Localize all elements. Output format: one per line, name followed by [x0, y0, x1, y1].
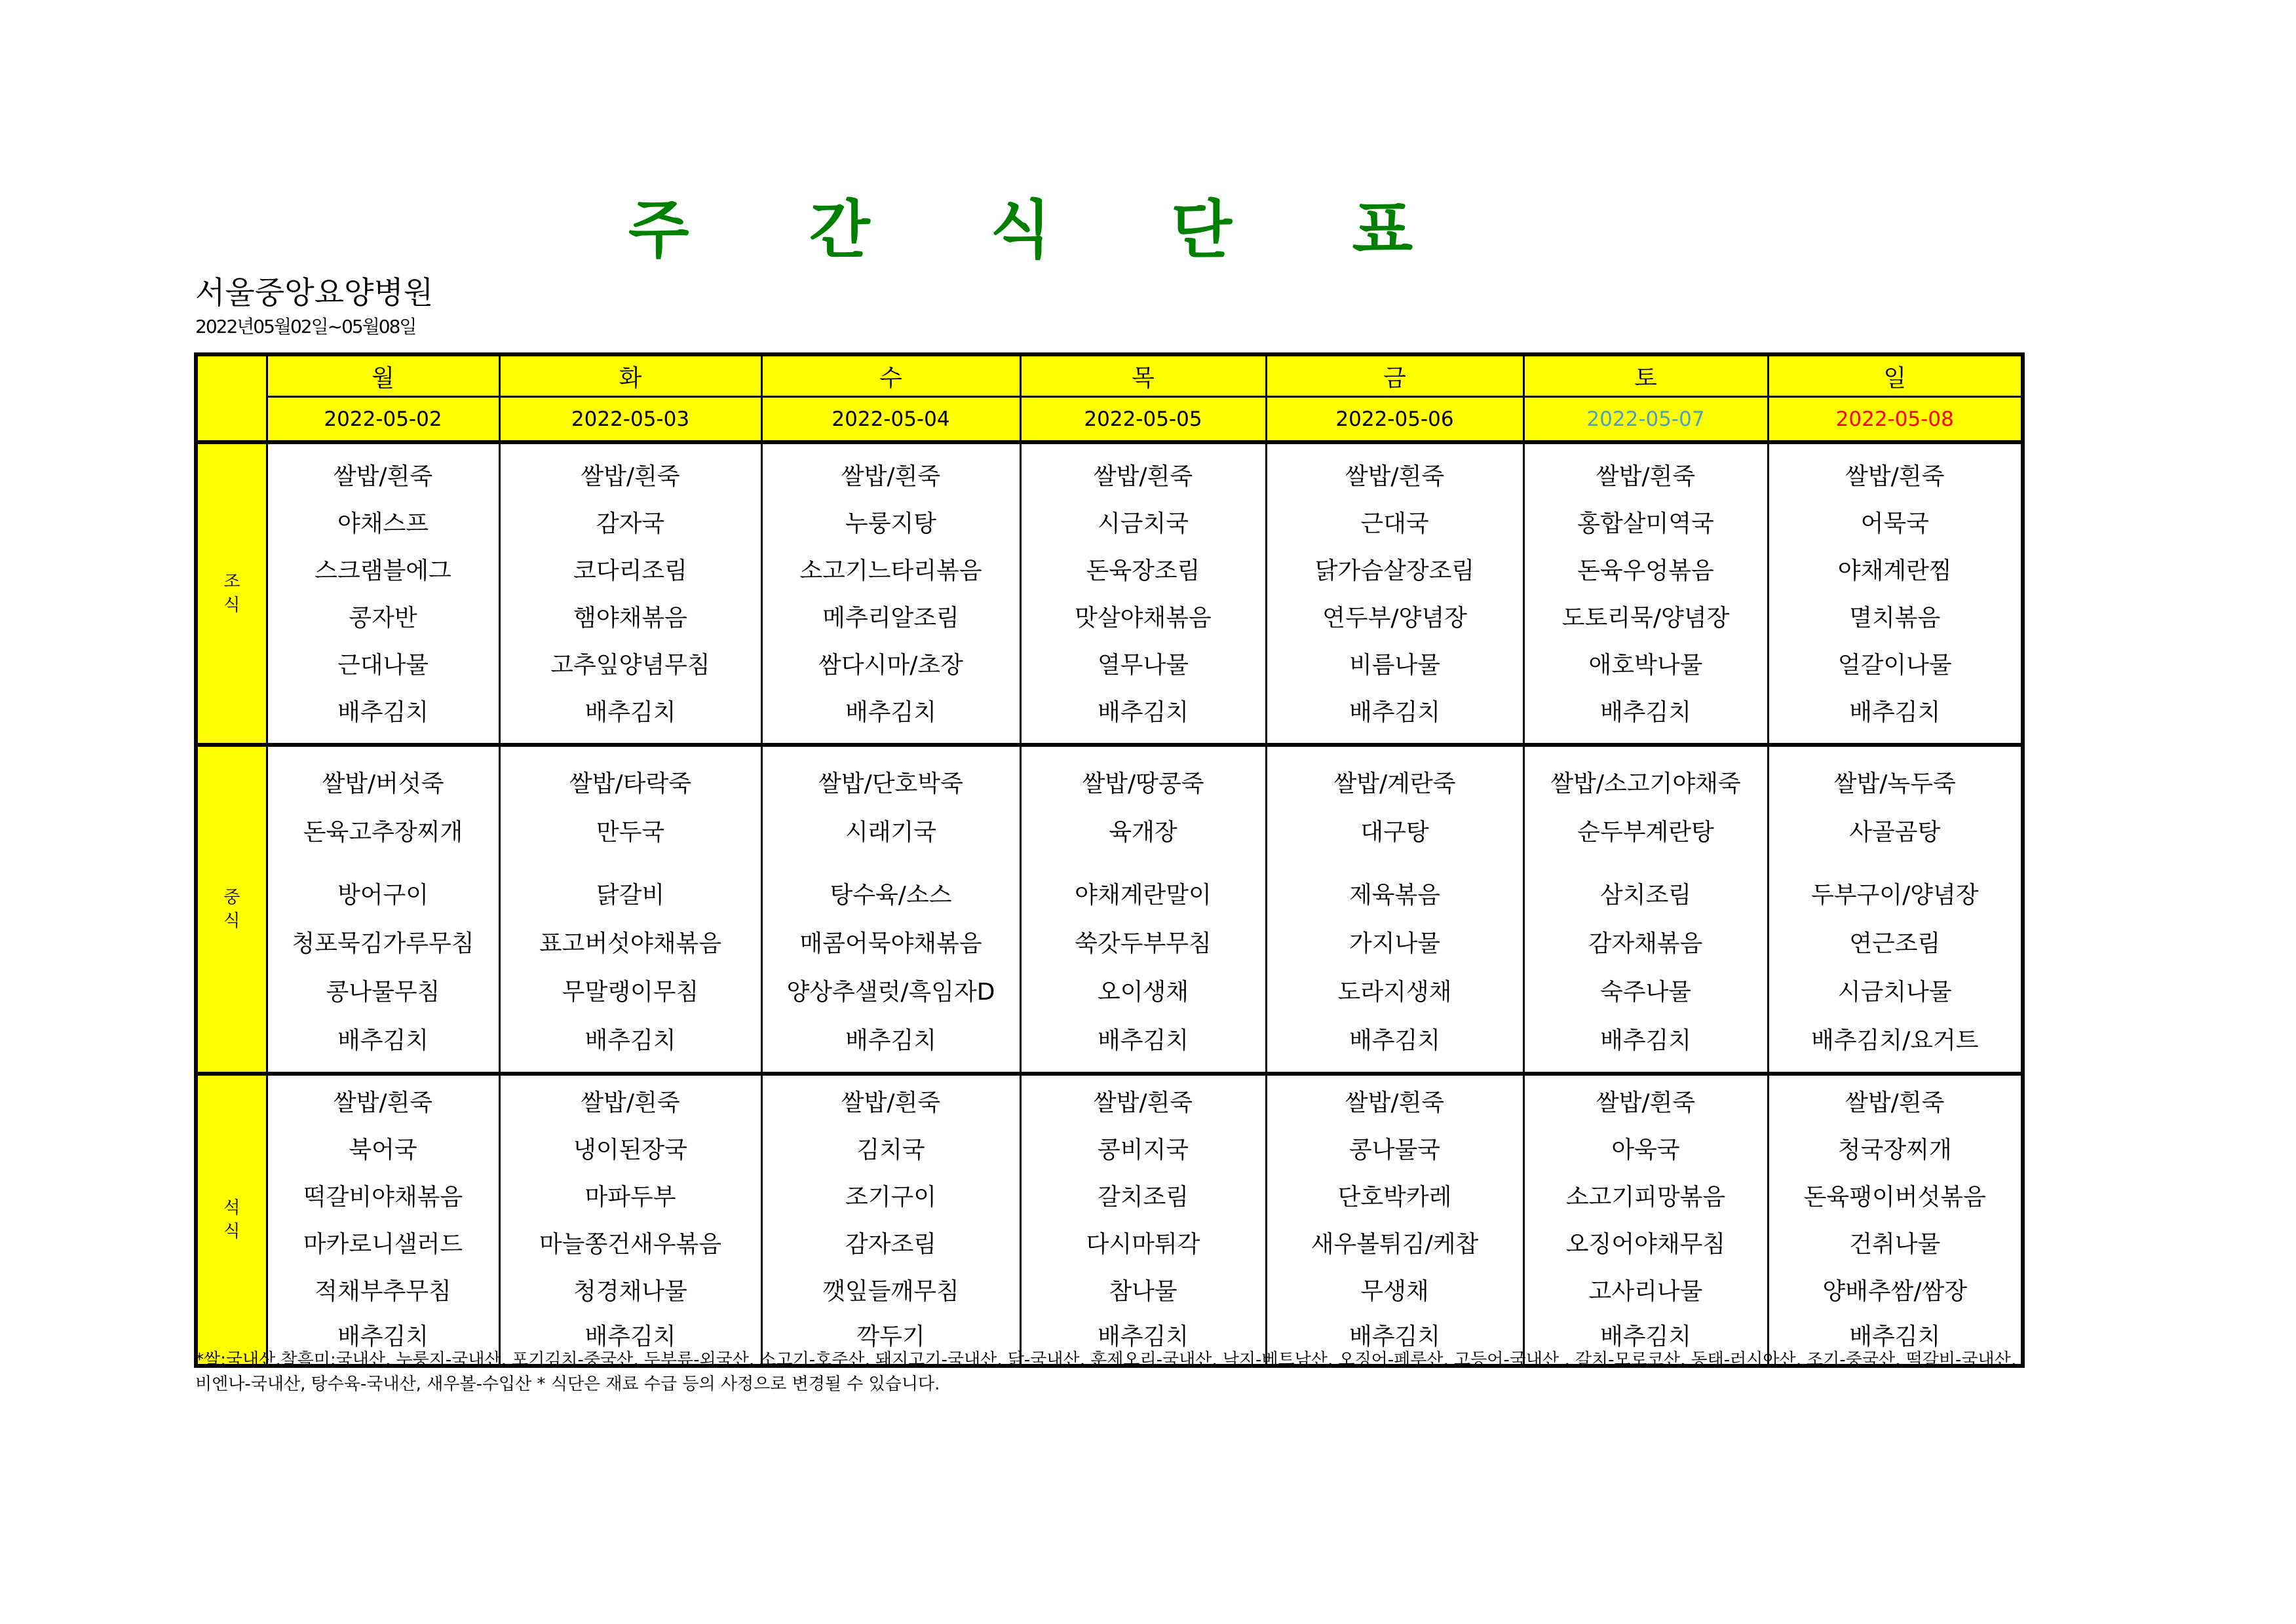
- menu-cell: [1768, 442, 2023, 745]
- menu-item: 코다리조림: [573, 557, 687, 584]
- menu-item: 배추김치: [584, 699, 676, 726]
- menu-item: 쌀밥/흰죽: [1845, 1089, 1945, 1116]
- menu-item: 시금치국: [1097, 510, 1189, 537]
- menu-cell: [761, 1074, 1020, 1366]
- menu-item: 야채계란찜: [1837, 557, 1952, 584]
- menu-item: 메추리알조림: [822, 605, 959, 632]
- meal-label-char: 중: [223, 888, 240, 907]
- menu-item: 야채스프: [337, 510, 429, 537]
- menu-item: 배추김치: [337, 699, 429, 726]
- menu-item: 배추김치: [1349, 1027, 1441, 1054]
- meal-row: [196, 442, 2023, 745]
- menu-item: 도라지생채: [1337, 979, 1452, 1006]
- menu-item: 배추김치: [845, 699, 937, 726]
- meal-label: [196, 1074, 267, 1366]
- menu-item: 쌀밥/버섯죽: [322, 770, 444, 797]
- menu-item: 육개장: [1109, 819, 1177, 846]
- menu-item: 시래기국: [845, 819, 937, 846]
- menu-item: 숙주나물: [1599, 979, 1692, 1006]
- menu-item: 적채부추무침: [315, 1278, 451, 1305]
- menu-item: 쑥갓두부무침: [1075, 930, 1212, 957]
- menu-item: 배추김치: [1349, 1323, 1441, 1350]
- menu-item: 고추잎양념무침: [550, 652, 710, 679]
- menu-item: 삼치조림: [1599, 882, 1692, 909]
- menu-item: 순두부계란탕: [1577, 819, 1714, 846]
- menu-item: 쌀밥/흰죽: [1845, 463, 1945, 490]
- menu-item: 오징어야채무침: [1565, 1231, 1726, 1258]
- menu-cell: [267, 442, 499, 745]
- menu-item: 홍합살미역국: [1577, 510, 1714, 537]
- day-header: 월: [267, 354, 499, 397]
- menu-item: 쌀밥/계란죽: [1333, 770, 1456, 797]
- menu-cell: [1523, 1074, 1768, 1366]
- menu-item: 만두국: [596, 819, 665, 846]
- menu-item: 배추김치: [584, 1027, 676, 1054]
- menu-item: 마카로니샐러드: [303, 1231, 463, 1258]
- menu-item: 표고버섯야채볶음: [539, 930, 722, 957]
- menu-item: 햄야채볶음: [573, 605, 687, 632]
- menu-item: 대구탕: [1360, 819, 1429, 846]
- menu-cell: [1266, 442, 1523, 745]
- menu-item: 제육볶음: [1349, 882, 1441, 909]
- meal-row: [196, 1074, 2023, 1366]
- menu-item: 배추김치: [1097, 1027, 1189, 1054]
- menu-item: 배추김치: [1599, 699, 1692, 726]
- menu-cell: [1768, 1074, 2023, 1366]
- day-header: 화: [499, 354, 761, 397]
- menu-item: 콩나물무침: [326, 979, 440, 1006]
- menu-item: 양배추쌈/쌈장: [1822, 1278, 1968, 1305]
- weekly-menu-table: [194, 352, 2025, 1368]
- menu-item: 새우볼튀김/케찹: [1311, 1231, 1479, 1258]
- menu-item: 배추김치: [1097, 699, 1189, 726]
- menu-item: 마늘쫑건새우볶음: [539, 1231, 722, 1258]
- day-header: 일: [1768, 354, 2023, 397]
- menu-item: 시금치나물: [1837, 979, 1952, 1006]
- menu-item: 건취나물: [1849, 1231, 1941, 1258]
- menu-item: 쌀밥/흰죽: [1345, 1089, 1445, 1116]
- menu-item: 소고기느타리볶음: [799, 557, 982, 584]
- menu-item: 맛살야채볶음: [1075, 605, 1212, 632]
- menu-item: 배추김치: [1599, 1027, 1692, 1054]
- menu-item: 비름나물: [1349, 652, 1441, 679]
- menu-item: 배추김치: [1097, 1323, 1189, 1350]
- date-header: 2022-05-02: [267, 397, 499, 443]
- menu-item: 쌀밥/땅콩죽: [1082, 770, 1204, 797]
- meal-label-char: 식: [223, 1222, 240, 1241]
- menu-item: 소고기피망볶음: [1565, 1184, 1726, 1211]
- menu-item: 무생채: [1360, 1278, 1429, 1305]
- menu-cell: [1768, 745, 2023, 1074]
- menu-item: 배추김치: [1599, 1323, 1692, 1350]
- menu-cell: [1266, 1074, 1523, 1366]
- menu-item: 청국장찌개: [1837, 1137, 1952, 1163]
- date-header: 2022-05-07: [1523, 397, 1768, 443]
- menu-item: 쌀밥/흰죽: [841, 463, 941, 490]
- menu-item: 쌀밥/흰죽: [1596, 1089, 1696, 1116]
- menu-item: 김치국: [856, 1137, 925, 1163]
- menu-item: 얼갈이나물: [1837, 652, 1952, 679]
- menu-item: 쌀밥/흰죽: [333, 1089, 433, 1116]
- menu-item: 배추김치: [1349, 699, 1441, 726]
- date-header: 2022-05-06: [1266, 397, 1523, 443]
- meal-row: [196, 745, 2023, 1074]
- date-header: 2022-05-05: [1020, 397, 1266, 443]
- menu-item: 돈육고추장찌개: [303, 819, 463, 846]
- date-header: 2022-05-08: [1768, 397, 2023, 443]
- menu-item: 야채계란말이: [1075, 882, 1212, 909]
- menu-item: 닭갈비: [596, 882, 665, 909]
- menu-item: 돈육우엉볶음: [1577, 557, 1714, 584]
- menu-item: 콩자반: [349, 605, 417, 632]
- menu-item: 쌀밥/흰죽: [1093, 463, 1193, 490]
- menu-item: 배추김치/요거트: [1810, 1027, 1979, 1054]
- menu-cell: [1020, 442, 1266, 745]
- menu-item: 스크램블에그: [315, 557, 451, 584]
- day-header: 목: [1020, 354, 1266, 397]
- menu-item: 감자채볶음: [1588, 930, 1703, 957]
- menu-period: 2022년05월02일~05월08일: [195, 316, 416, 337]
- menu-cell: [1020, 1074, 1266, 1366]
- menu-item: 배추김치: [337, 1027, 429, 1054]
- menu-cell: [499, 442, 761, 745]
- menu-cell: [1266, 745, 1523, 1074]
- menu-cell: [761, 745, 1020, 1074]
- date-header: 2022-05-03: [499, 397, 761, 443]
- menu-item: 쌀밥/흰죽: [333, 463, 433, 490]
- meal-label: [196, 745, 267, 1074]
- menu-item: 오이생채: [1097, 979, 1189, 1006]
- menu-cell: [499, 1074, 761, 1366]
- menu-item: 감자국: [596, 510, 665, 537]
- menu-item: 닭가슴살장조림: [1314, 557, 1475, 584]
- menu-item: 쌀밥/단호박죽: [818, 770, 963, 797]
- menu-item: 배추김치: [1849, 1323, 1941, 1350]
- menu-item: 깍두기: [856, 1323, 925, 1350]
- menu-item: 애호박나물: [1588, 652, 1703, 679]
- menu-item: 단호박카레: [1337, 1184, 1452, 1211]
- hospital-name: 서울중앙요양병원: [195, 275, 434, 311]
- menu-item: 감자조림: [845, 1231, 937, 1258]
- menu-item: 쌀밥/녹두죽: [1833, 770, 1956, 797]
- menu-item: 탕수육/소스: [830, 882, 952, 909]
- menu-item: 양상추샐럿/흑임자D: [786, 979, 995, 1006]
- menu-item: 쌀밥/타락죽: [569, 770, 691, 797]
- menu-cell: [499, 745, 761, 1074]
- menu-cell: [1020, 745, 1266, 1074]
- menu-item: 연두부/양념장: [1322, 605, 1467, 632]
- menu-item: 돈육장조림: [1086, 557, 1200, 584]
- menu-item: 떡갈비야채볶음: [303, 1184, 463, 1211]
- menu-cell: [1523, 745, 1768, 1074]
- menu-item: 쌀밥/흰죽: [1345, 463, 1445, 490]
- menu-item: 쌀밥/흰죽: [841, 1089, 941, 1116]
- menu-item: 근대나물: [337, 652, 429, 679]
- menu-item: 방어구이: [337, 882, 429, 909]
- menu-item: 깻잎들깨무침: [822, 1278, 959, 1305]
- menu-cell: [267, 1074, 499, 1366]
- menu-item: 돈육팽이버섯볶음: [1803, 1184, 1986, 1211]
- meal-label-char: 식: [223, 595, 240, 615]
- menu-item: 조기구이: [845, 1184, 937, 1211]
- menu-cell: [761, 442, 1020, 745]
- origin-note: *쌀:국내산,찰흑미:국내산, 누룽지-국내산, 포기김치-중국산, 두부류-외국산, 소고기-호주산, 돼지고기-국내산, 닭-국내산, 훈제오리-국내산, 낙지-베트남산, 오징어-페루산, 고등어-국내산 , 갈치-모로코산, 동태-러시아산, 조기-중국산, 떡갈비-국내산, 비엔나-국내산, 탕수육-국내산, 새우볼-수입산 * 식단은 재료 수급 등의 사정으로 변경될 수 있습니다.: [195, 1350, 2016, 1394]
- menu-item: 마파두부: [584, 1184, 676, 1211]
- day-header: 금: [1266, 354, 1523, 397]
- menu-item: 다시마튀각: [1086, 1231, 1200, 1258]
- menu-item: 쌀밥/흰죽: [581, 463, 680, 490]
- corner-cell: [196, 354, 267, 442]
- menu-item: 아욱국: [1611, 1137, 1680, 1163]
- menu-item: 쌀밥/흰죽: [581, 1089, 680, 1116]
- page-title: 주 간 식 단 표: [628, 193, 1463, 267]
- menu-item: 쌀밥/소고기야채죽: [1550, 770, 1741, 797]
- menu-item: 두부구이/양념장: [1810, 882, 1979, 909]
- meal-label-char: 석: [223, 1198, 240, 1218]
- menu-item: 냉이된장국: [573, 1137, 687, 1163]
- menu-item: 도토리묵/양념장: [1561, 605, 1730, 632]
- menu-item: 연근조림: [1849, 930, 1941, 957]
- menu-item: 쌀밥/흰죽: [1596, 463, 1696, 490]
- date-header: 2022-05-04: [761, 397, 1020, 443]
- menu-cell: [1523, 442, 1768, 745]
- menu-item: 고사리나물: [1588, 1278, 1703, 1305]
- meal-label: [196, 442, 267, 745]
- menu-item: 콩나물국: [1349, 1137, 1441, 1163]
- menu-item: 누룽지탕: [845, 510, 937, 537]
- menu-item: 근대국: [1360, 510, 1429, 537]
- menu-item: 배추김치: [1849, 699, 1941, 726]
- menu-item: 쌀밥/흰죽: [1093, 1089, 1193, 1116]
- menu-item: 청경채나물: [573, 1278, 687, 1305]
- menu-item: 열무나물: [1097, 652, 1189, 679]
- menu-item: 어묵국: [1860, 510, 1929, 537]
- day-header: 토: [1523, 354, 1768, 397]
- menu-item: 무말랭이무침: [562, 979, 699, 1006]
- menu-item: 사골곰탕: [1849, 819, 1941, 846]
- meal-label-char: 조: [223, 572, 240, 592]
- menu-cell: [267, 745, 499, 1074]
- menu-item: 갈치조림: [1097, 1184, 1189, 1211]
- menu-item: 배추김치: [845, 1027, 937, 1054]
- menu-item: 북어국: [349, 1137, 417, 1163]
- menu-item: 참나물: [1109, 1278, 1177, 1305]
- menu-item: 멸치볶음: [1849, 605, 1941, 632]
- menu-item: 배추김치: [584, 1323, 676, 1350]
- menu-item: 매콤어묵야채볶음: [799, 930, 982, 957]
- menu-item: 콩비지국: [1097, 1137, 1189, 1163]
- menu-item: 가지나물: [1349, 930, 1441, 957]
- menu-item: 쌈다시마/초장: [818, 652, 963, 679]
- menu-item: 배추김치: [337, 1323, 429, 1350]
- meal-label-char: 식: [223, 911, 240, 931]
- menu-item: 청포묵김가루무침: [292, 930, 474, 957]
- day-header: 수: [761, 354, 1020, 397]
